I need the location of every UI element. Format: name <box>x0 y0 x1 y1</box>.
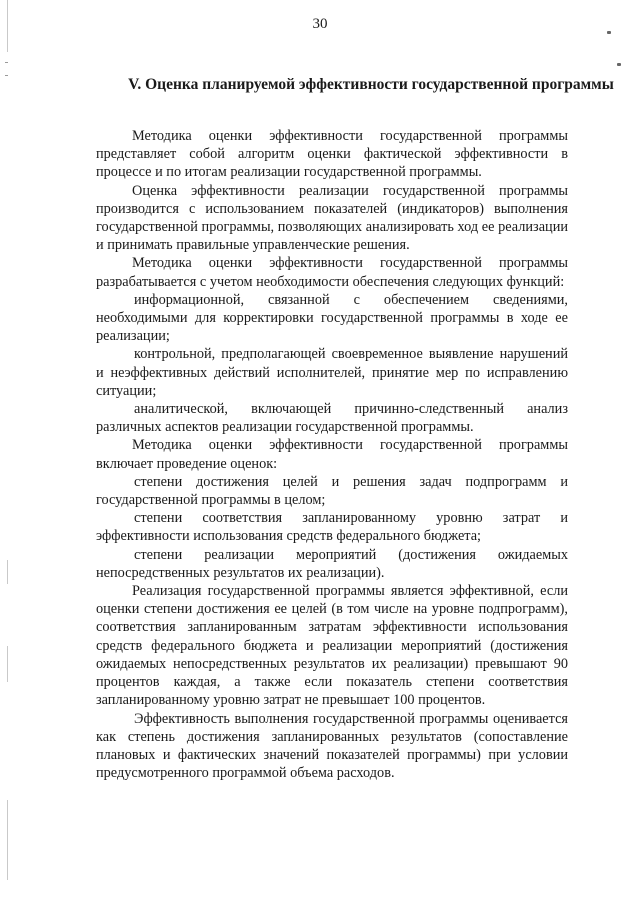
margin-line <box>7 800 8 880</box>
document-body <box>96 127 568 782</box>
margin-line <box>7 646 8 682</box>
page-number: 30 <box>312 16 328 32</box>
list-item-informational: информационной, связанной с обеспечением сведениями, необходимыми для корректировки государственной программы в ходе ее реализации; <box>96 291 568 345</box>
margin-line <box>7 560 8 584</box>
list-item-activities: степени реализации мероприятий (достижения ожидаемых непосредственных результатов их реализации). <box>96 546 568 581</box>
paragraph-functions: Методика оценки эффективности государственной программы разрабатывается с учетом необходимости обеспечения следующих функций: <box>96 255 568 290</box>
paragraph-assessments: Методика оценки эффективности государственной программы включает проведение оценок: <box>96 437 568 472</box>
list-item-control: контрольной, предполагающей своевременное выявление нарушений и неэффективных действий исполнителей, принятие мер по исправлению ситуации; <box>96 346 568 399</box>
paragraph-efficiency: Эффективность выполнения государственной программы оценивается как степень достижения запланированных результатов (сопоставление плановых и фактических значений показателей программы) при условии предусмотренного программой объема расходов. <box>96 710 568 782</box>
scan-speck <box>617 63 621 66</box>
paragraph-evaluation: Оценка эффективности реализации государственной программы производится с использованием показателей (индикаторов) выполнения государственной программы, позволяющих анализировать ход ее реализации и принимать правильные управленческие решения. <box>96 182 568 254</box>
paragraph-effective-criteria: Реализация государственной программы является эффективной, если оценки степени достижения ее целей (в том числе на уровне подпрограмм), соответствия запланированным затратам эффективности использования средств федерального бюджета и реализации мероприятий (достижения ожидаемых непосредственных результатов их реализации) превышают 90 процентов каждая, а также если показатель степени соответствия запланированному уровню затрат не превышает 100 процентов. <box>96 583 568 709</box>
list-item-analytical: аналитической, включающей причинно-следственный анализ различных аспектов реализации государственной программы. <box>96 401 568 436</box>
margin-tick <box>5 62 8 63</box>
section-title: V. Оценка планируемой эффективности государственной программы <box>128 76 614 93</box>
paragraph-methodology: Методика оценки эффективности государственной программы представляет собой алгоритм оценки фактической эффективности в процессе и по итогам реализации государственной программы. <box>96 128 568 181</box>
list-item-goals: степени достижения целей и решения задач подпрограмм и государственной программы в целом; <box>96 473 568 509</box>
list-item-costs: степени соответствия запланированному уровню затрат и эффективности использования средств федерального бюджета; <box>96 510 568 545</box>
margin-tick <box>5 75 8 76</box>
